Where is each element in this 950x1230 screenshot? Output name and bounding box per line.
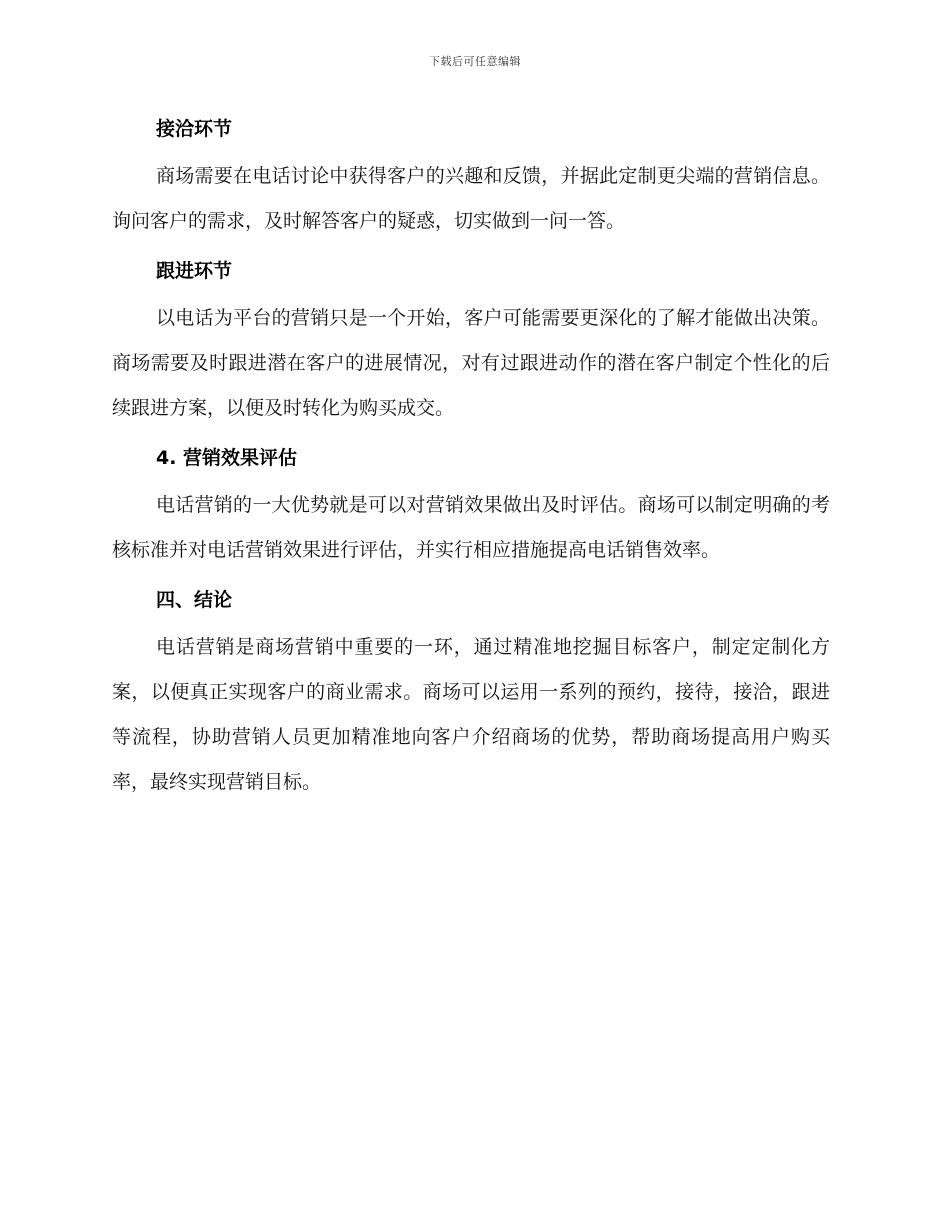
- document-body: [112, 114, 830, 805]
- section-heading-contact: 接洽环节: [156, 118, 233, 140]
- page-header: 下载后可任意编辑: [429, 55, 521, 68]
- section-paragraph-conclusion: 电话营销是商场营销中重要的一环，通过精准地挖掘目标客户，制定定制化方案，以便真正实现客户的商业需求。商场可以运用一系列的预约，接待，接洽，跟进等流程，协助营销人员更加精准地向客户介绍商场的优势，帮助商场提高用户购买率，最终实现营销目标。: [112, 636, 830, 793]
- section-heading-evaluation: 4. 营销效果评估: [156, 447, 298, 469]
- section-paragraph-evaluation: 电话营销的一大优势就是可以对营销效果做出及时评估。商场可以制定明确的考核标准并对电话营销效果进行评估，并实行相应措施提高电话销售效率。: [112, 494, 830, 561]
- section-paragraph-follow-up: 以电话为平台的营销只是一个开始，客户可能需要更深化的了解才能做出决策。商场需要及时跟进潜在客户的进展情况，对有过跟进动作的潜在客户制定个性化的后续跟进方案，以便及时转化为购买成交。: [112, 307, 830, 419]
- section-heading-follow-up: 跟进环节: [156, 260, 233, 282]
- section-paragraph-contact: 商场需要在电话讨论中获得客户的兴趣和反馈，并据此定制更尖端的营销信息。询问客户的需求，及时解答客户的疑惑，切实做到一问一答。: [112, 165, 830, 232]
- section-heading-conclusion: 四、结论: [156, 589, 233, 611]
